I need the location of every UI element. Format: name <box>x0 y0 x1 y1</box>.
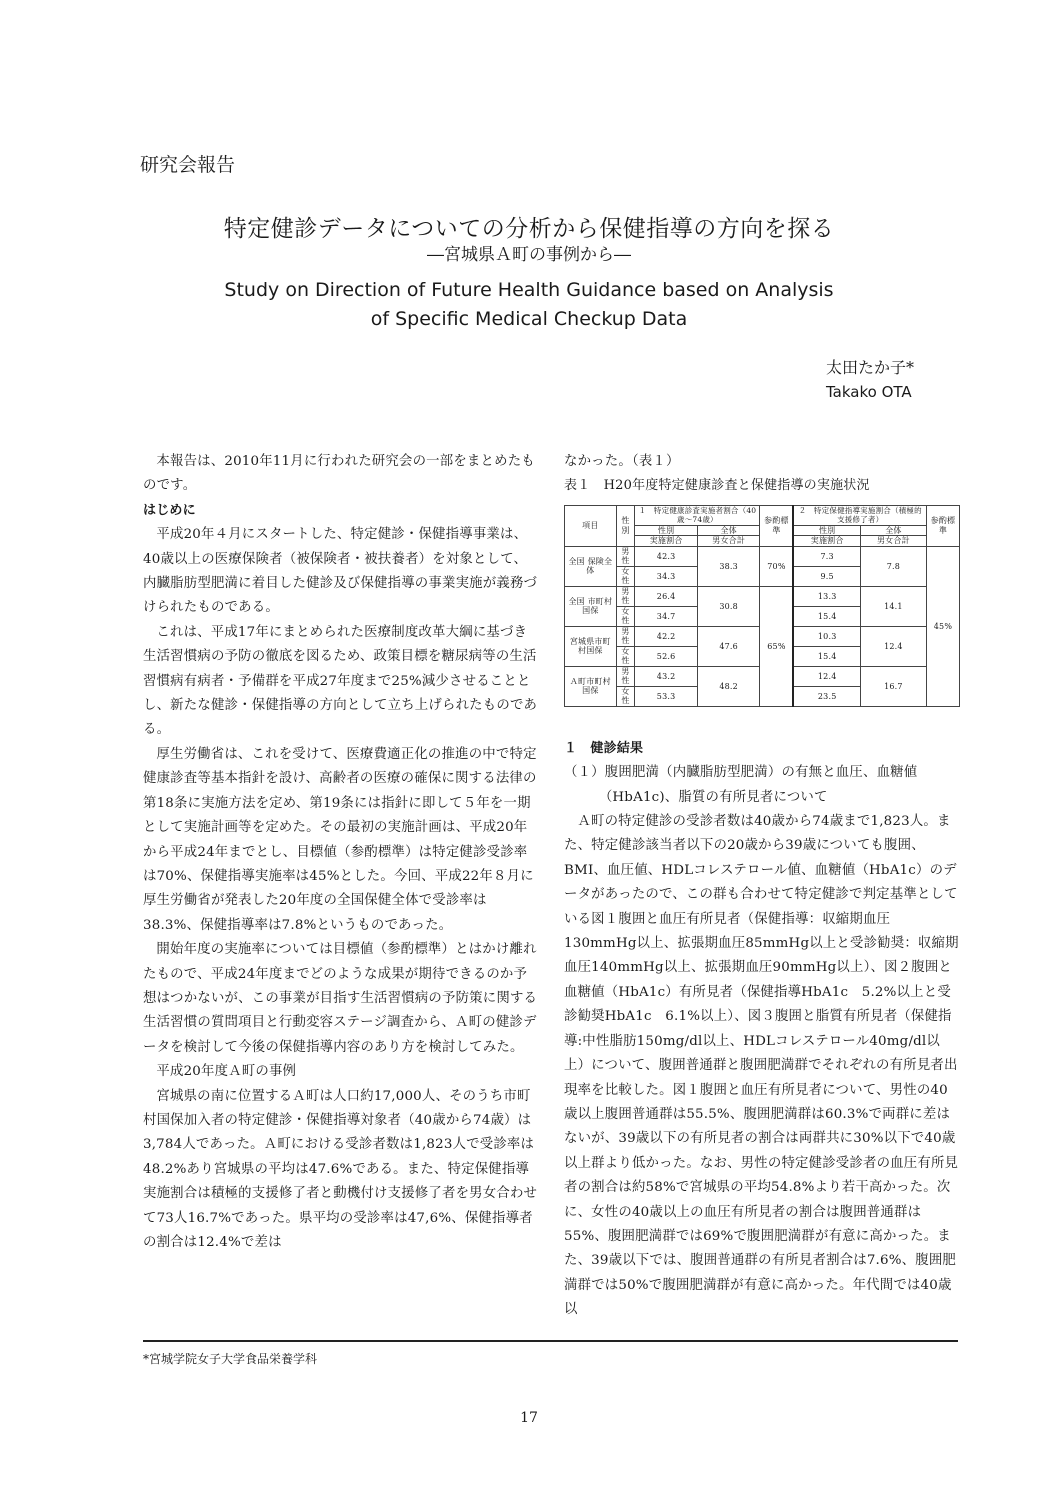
table-cell: 7.3 <box>793 546 860 566</box>
table-subheader: 男女合計 <box>697 536 760 547</box>
subtitle-japanese: ―宮城県Ａ町の事例から― <box>427 245 631 265</box>
implementation-table <box>564 505 960 707</box>
table-cell-standard: 70% <box>760 546 794 586</box>
paragraph: 平成20年４月にスタートした、特定健診・保健指導事業は、40歳以上の医療保険者（被保険者・被扶養者）を対象として、内臓脂肪型肥満に着目した健診及び保健指導の事業実施が義務づけられたものである。 <box>143 527 538 616</box>
table-header-group2: ２ 特定保健指導実施割合（積極的支援修了者） <box>793 505 926 525</box>
table-cell-item: Ａ町市町村国保 <box>565 666 617 706</box>
table-cell: 12.4 <box>860 626 926 666</box>
paragraph: 本報告は、2010年11月に行われた研究会の一部をまとめたものです。 <box>143 454 535 494</box>
affiliation-footnote: *宮城学院女子大学食品栄養学科 <box>143 1352 318 1366</box>
table-cell-item: 宮城県市町村国保 <box>565 626 617 666</box>
table-cell: 12.4 <box>793 666 860 686</box>
table-header-standard: 参酌標準 <box>926 505 959 546</box>
title-japanese: 特定健診データについての分析から保健指導の方向を探る <box>223 216 835 242</box>
table-cell: 9.5 <box>793 566 860 586</box>
title-english-line2: of Specific Medical Checkup Data <box>370 308 688 330</box>
paragraph: Ａ町の特定健診の受診者数は40歳から74歳まで1,823人。また、特定健診該当者以下の20歳から39歳についても腹囲、BMI、血圧値、HDLコレステロール値、血糖値（HbA1c）のデータがあったので、この群も合わせて特定健診で判定基準としている図１腹囲と血圧有所見者（保健指導：収縮期血圧130mmHg以上、拡張期血圧85mmHg以上と受診勧奨：収縮期血圧140mmHg以上、拡張期血圧90mmHg以上）、図２腹囲と血糖値（HbA1c）有所見者（保健指導HbA1c 5.2%以上と受診勧奨HbA1c 6.1%以上）、図３腹囲と脂質有所見者（保健指導:中性脂肪150mg/dl以上、HDLコレステロール40mg/dl以上）について、腹囲普通群と腹囲肥満群でそれぞれの有所見者出現率を比較した。図１腹囲と血圧有所見者について、男性の40歳以上腹囲普通群は55.5%、腹囲肥満群は60.3%で両群に差はないが、39歳以下の有所見者の割合は両群共に30%以下で40歳以上群より低かった。なお、男性の特定健診受診者の血圧有所見者の割合は約58%で宮城県の平均54.8%より若干高かった。次に、女性の40歳以上の血圧有所見者の割合は腹囲普通群は55%、腹囲肥満群では69%で腹囲肥満群が有意に高かった。また、39歳以下では、腹囲普通群の有所見者割合は7.6%、腹囲肥満群では50%で腹囲肥満群が有意に高かった。年代間では40歳以 <box>564 814 959 1318</box>
subsection-heading: （１）腹囲肥満（内臓脂肪型肥満）の有無と血圧、血糖値（HbA1c)、脂質の有所見者について <box>564 765 918 805</box>
left-column <box>143 450 538 1255</box>
table-header-item: 項目 <box>565 505 617 546</box>
title-english <box>0 276 1058 334</box>
paragraph: 厚生労働省は、これを受けて、医療費適正化の推進の中で特定健康診査等基本指針を設け、高齢者の医療の確保に関する法律の第18条に実施方法を定め、第19条には指針に即して５年を一期として実施計画等を定めた。その最初の実施計画は、平成20年から平成24年までとし、目標値（参酌標準）は特定健診受診率は70%、保健指導実施率は45%とした。今回、平成22年８月に厚生労働省が発表した20年度の全国保健全体で受診率は38.3%、保健指導率は7.8%というものであった。 <box>143 746 537 933</box>
table-row <box>565 546 960 566</box>
author-name-ja: 太田たか子* <box>826 358 915 377</box>
table-cell: 34.3 <box>635 566 698 586</box>
table-cell: 女性 <box>616 686 635 706</box>
table-cell: 男性 <box>616 626 635 646</box>
table-row <box>565 586 960 606</box>
table-caption: 表１ H20年度特定健康診査と保健指導の実施状況 <box>564 478 870 494</box>
table-cell-standard: 45% <box>926 546 959 706</box>
table-subheader: 全体 <box>860 525 926 536</box>
table-cell: 10.3 <box>793 626 860 646</box>
table-subheader: 実施割合 <box>793 536 860 547</box>
section-category: 研究会報告 <box>140 154 236 176</box>
table-cell-item: 全国 市町村国保 <box>565 586 617 626</box>
table-subheader: 性別 <box>793 525 860 536</box>
section-heading: １ 健診結果 <box>564 740 644 756</box>
table-cell: 男性 <box>616 586 635 606</box>
table-cell: 43.2 <box>635 666 698 686</box>
table-subheader: 男女合計 <box>860 536 926 547</box>
table-cell: 男性 <box>616 666 635 686</box>
table-cell: 15.4 <box>793 606 860 626</box>
table-cell: 42.2 <box>635 626 698 646</box>
table-cell: 53.3 <box>635 686 698 706</box>
table-cell: 16.7 <box>860 666 926 706</box>
table-subheader: 全体 <box>697 525 760 536</box>
table-cell: 女性 <box>616 566 635 586</box>
table-cell: 30.8 <box>697 586 760 626</box>
author-name-en: Takako OTA <box>826 383 912 401</box>
table-subheader: 実施割合 <box>635 536 698 547</box>
author-block <box>826 356 914 404</box>
table-header-standard: 参酌標準 <box>760 505 794 546</box>
paragraph: これは、平成17年にまとめられた医療制度改革大綱に基づき生活習慣病の予防の徹底を図るため、政策目標を糖尿病等の生活習慣病有病者・予備群を平成27年度まで25%減少させることとし、新たな健診・保健指導の方向として立ち上げられたものである。 <box>143 624 538 738</box>
table-cell: 26.4 <box>635 586 698 606</box>
section-heading: はじめに <box>143 502 196 518</box>
paragraph: なかった。（表１） <box>564 454 680 469</box>
page-number: 17 <box>520 1410 538 1426</box>
table-cell: 13.3 <box>793 586 860 606</box>
table-cell: 38.3 <box>697 546 760 586</box>
table-cell: 23.5 <box>793 686 860 706</box>
table-cell: 42.3 <box>635 546 698 566</box>
table-header-group1: １ 特定健康診査実施者割合（40歳～74歳） <box>635 505 760 525</box>
subsection-heading: 平成20年度Ａ町の事例 <box>156 1064 297 1080</box>
right-column <box>564 450 960 1323</box>
table-cell-standard: 65% <box>760 586 794 706</box>
table-cell: 15.4 <box>793 646 860 666</box>
paragraph: 開始年度の実施率については目標値（参酌標準）とはかけ離れたもので、平成24年度までどのような成果が期待できるのか予想はつかないが、この事業が目指す生活習慣病の予防策に関する生活習慣の質問項目と行動変容ステージ調査から、Ａ町の健診データを検討して今後の保健指導内容のあり方を検討してみた。 <box>143 942 538 1055</box>
table-cell: 7.8 <box>860 546 926 586</box>
table-cell-item: 全国 保険全体 <box>565 546 617 586</box>
table-cell: 48.2 <box>697 666 760 706</box>
table-cell: 47.6 <box>697 626 760 666</box>
paragraph: 宮城県の南に位置するＡ町は人口約17,000人、そのうち市町村国保加入者の特定健診・保健指導対象者（40歳から74歳）は3,784人であった。Ａ町における受診者数は1,823人で受診率は48.2%あり宮城県の平均は47.6%である。また、特定保健指導実施割合は積極的支援修了者と動機付け支援修了者を男女合わせて73人16.7%であった。県平均の受診率は47,6%、保健指導者の割合は12.4%で差は <box>143 1088 538 1250</box>
table-cell: 34.7 <box>635 606 698 626</box>
table-cell: 女性 <box>616 646 635 666</box>
table-cell: 52.6 <box>635 646 698 666</box>
table-cell: 女性 <box>616 606 635 626</box>
footnote-divider <box>143 1340 958 1342</box>
table-cell: 男性 <box>616 546 635 566</box>
table-header-sex: 性別 <box>616 505 635 546</box>
table-subheader: 性別 <box>635 525 698 536</box>
table-cell: 14.1 <box>860 586 926 626</box>
title-english-line1: Study on Direction of Future Health Guidance based on Analysis <box>224 279 834 301</box>
